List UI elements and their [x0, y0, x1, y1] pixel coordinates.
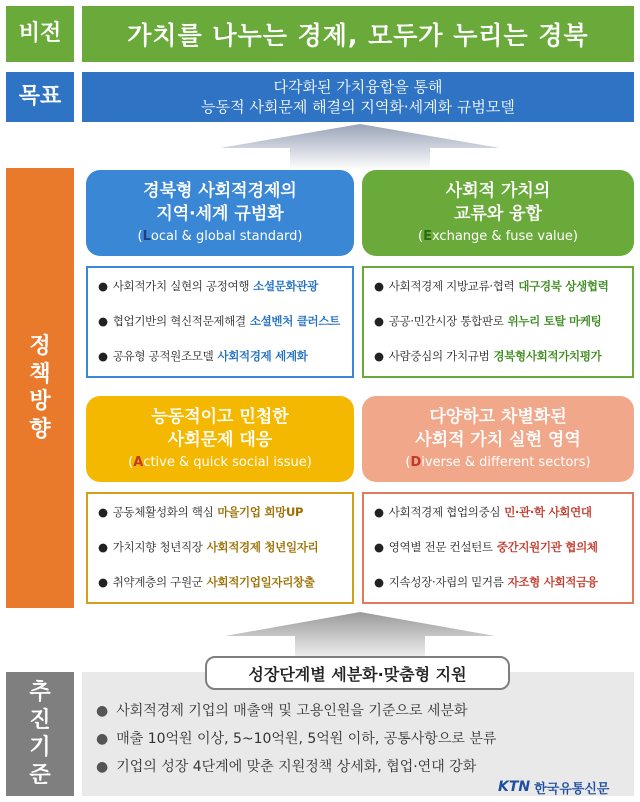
- list-item: ● 공유형 공적원조모델 사회적경제 세계화: [98, 349, 308, 363]
- card-active-quick: [86, 396, 354, 482]
- list-item: ● 공공·민간시장 통합판로 위누리 토탈 마케팅: [374, 314, 602, 328]
- card-subtitle: (Local & global standard): [137, 229, 303, 245]
- push-label: [6, 672, 74, 796]
- up-arrow-icon: [210, 610, 510, 660]
- card-exchange-fuse: [362, 170, 634, 256]
- up-arrow-icon: [200, 122, 520, 170]
- list-item: ● 협업기반의 혁신적문제해결 소셜벤처 클러스트: [98, 314, 340, 328]
- goal-box: [82, 72, 634, 122]
- vision-text: 가치를 나누는 경제, 모두가 누리는 경북: [82, 6, 634, 62]
- card-title-1: 다양하고 차별화된: [429, 407, 567, 428]
- list-local-global: [86, 266, 354, 378]
- list-item: ● 사회적경제 지방교류·협력 대구경북 상생협력: [374, 279, 609, 293]
- policy-label-text: 정책 방향: [29, 334, 51, 442]
- push-item: ● 기업의 성장 4단계에 맞춘 지원정책 상세화, 협업·연대 강화: [96, 759, 477, 775]
- card-subtitle: (Exchange & fuse value): [418, 229, 578, 245]
- goal-label: 목표: [6, 72, 74, 122]
- list-active-quick: [86, 492, 354, 604]
- card-title-1: 능동적이고 민첩한: [151, 407, 289, 428]
- list-item: ● 지속성장·자립의 밑거름 자조형 사회적금융: [374, 575, 598, 589]
- card-title-1: 경북형 사회적경제의: [143, 181, 297, 202]
- card-local-global: [86, 170, 354, 256]
- push-label-text: 추진 기준: [29, 680, 51, 788]
- vision-label: 비전: [6, 6, 74, 62]
- list-item: ● 영역별 전문 컨설턴트 중간지원기관 협의체: [374, 540, 598, 554]
- card-title-2: 사회적 가치 실현 영역: [415, 430, 581, 451]
- card-subtitle: (Active & quick social issue): [128, 455, 312, 471]
- list-item: ● 사람중심의 가치규범 경북형사회적가치평가: [374, 349, 602, 363]
- list-item: ● 가치지향 청년직장 사회적경제 청년일자리: [98, 540, 319, 554]
- list-item: ● 사회적가치 실현의 공정여행 소셜문화관광: [98, 279, 319, 293]
- card-title-2: 교류와 융합: [453, 204, 543, 225]
- card-title-2: 사회문제 대응: [167, 430, 273, 451]
- list-item: ● 공동체활성화의 핵심 마을기업 희망UP: [98, 505, 304, 519]
- card-diverse-different: [362, 396, 634, 482]
- push-items: [96, 700, 626, 784]
- list-item: ● 취약계층의 구원군 사회적기업일자리창출: [98, 575, 315, 589]
- goal-line-2: 능동적 사회문제 해결의 지역화·세계화 규범모델: [201, 98, 515, 116]
- push-item: ● 사회적경제 기업의 매출액 및 고용인원을 기준으로 세분화: [96, 703, 468, 719]
- push-item: ● 매출 10억원 이상, 5~10억원, 5억원 이하, 공통사항으로 분류: [96, 731, 497, 747]
- logo-ktn: KTN: [498, 779, 531, 795]
- goal-line-1: 다각화된 가치융합을 통해: [273, 77, 443, 96]
- logo-name: 한국유통신문: [534, 781, 610, 797]
- list-diverse-different: [362, 492, 634, 604]
- card-subtitle: (Diverse & different sectors): [405, 455, 591, 471]
- policy-label: [6, 168, 74, 608]
- list-item: ● 사회적경제 협업의중심 민·관·학 사회연대: [374, 505, 592, 519]
- list-exchange-fuse: [362, 266, 634, 378]
- card-title-2: 지역·세계 규범화: [156, 204, 284, 225]
- card-title-1: 사회적 가치의: [445, 181, 551, 202]
- push-title: 성장단계별 세분화·맞춤형 지원: [205, 656, 510, 690]
- ktn-logo: [498, 776, 636, 798]
